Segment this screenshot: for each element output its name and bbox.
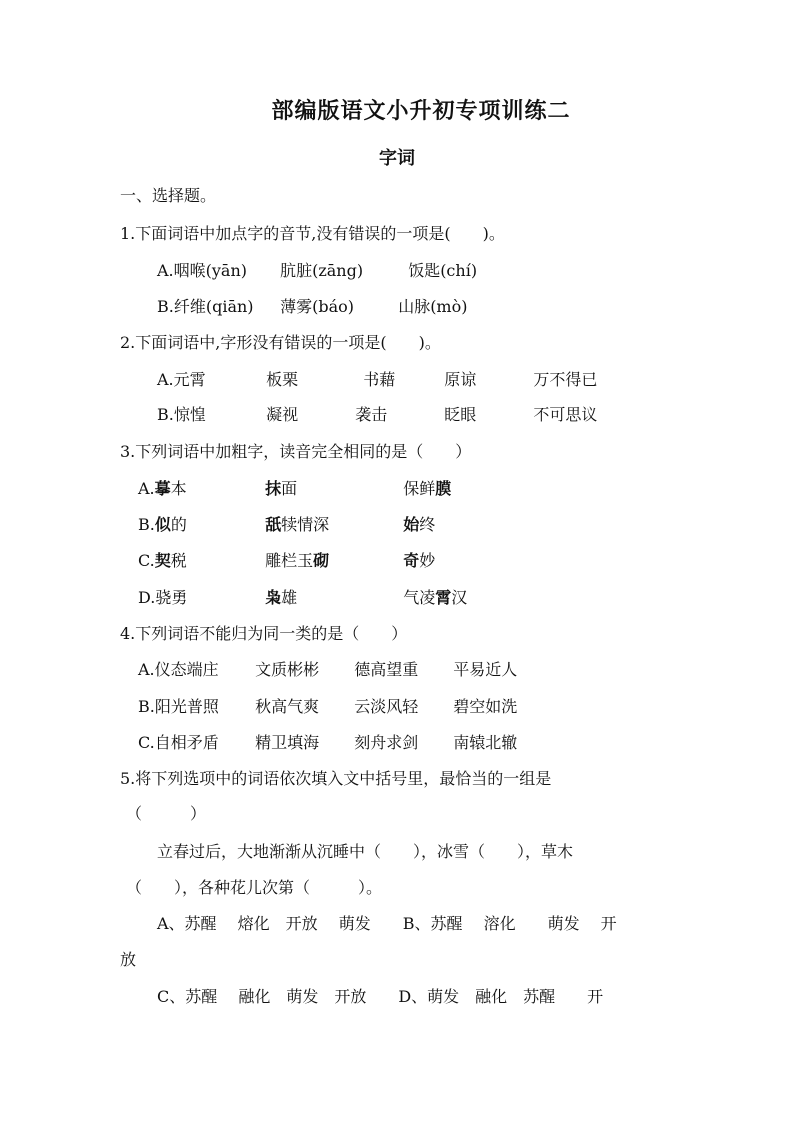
option-text: 气凌 — [403, 588, 436, 607]
option-text: 雕栏玉 — [265, 551, 314, 570]
option-text: 本 — [170, 479, 187, 498]
option-text: 平易近人 — [453, 660, 518, 679]
option-text: 税 — [170, 551, 187, 570]
question-5-answer-blank: （ ） — [126, 804, 207, 823]
option-text: 汉 — [451, 588, 468, 607]
option-text: 山脉(mò) — [398, 297, 468, 316]
option-text: 眨眼 — [444, 405, 477, 424]
bold-char: 膜 — [435, 479, 452, 498]
question-1-option-b — [157, 297, 467, 317]
question-2-stem: 2.下面词语中,字形没有错误的一项是( )。 — [120, 333, 441, 352]
option-text: 凝视 — [266, 405, 299, 424]
page-subtitle: 字词 — [379, 148, 415, 169]
page-title: 部编版语文小升初专项训练二 — [271, 98, 571, 124]
option-text: 万不得已 — [533, 370, 598, 389]
option-text: 犊情深 — [281, 515, 330, 534]
bold-char: 舐 — [265, 515, 282, 534]
option-letter: D. — [138, 588, 156, 607]
option-text: 袭击 — [355, 405, 388, 424]
question-5-options-cd: C、苏醒 融化 萌发 开放 D、萌发 融化 苏醒 开 — [157, 987, 604, 1006]
question-4-option-c — [138, 733, 517, 753]
option-text: 板栗 — [266, 370, 299, 389]
bold-char: 始 — [403, 515, 420, 534]
question-1-stem: 1.下面词语中加点字的音节,没有错误的一项是( )。 — [120, 224, 505, 243]
option-text: C.自相矛盾 — [138, 733, 219, 752]
option-text: 不可思议 — [533, 405, 598, 424]
option-text: 秋高气爽 — [255, 697, 320, 716]
option-text: 雄 — [281, 588, 298, 607]
option-text: 精卫填海 — [255, 733, 320, 752]
question-5-passage-line-2: （ ），各种花儿次第（ ）。 — [126, 878, 383, 897]
option-text: 妙 — [419, 551, 436, 570]
option-text: A.元霄 — [157, 370, 206, 389]
option-letter: C. — [138, 551, 155, 570]
option-text: 云淡风轻 — [354, 697, 419, 716]
bold-char: 抹 — [265, 479, 282, 498]
bold-char: 枭 — [265, 588, 282, 607]
question-2-option-a — [157, 370, 597, 390]
option-text: 南辕北辙 — [453, 733, 518, 752]
option-text: 薄雾(báo) — [280, 297, 354, 316]
section-heading: 一、选择题。 — [120, 186, 217, 205]
question-3-option-d — [138, 588, 467, 608]
option-text: 刻舟求剑 — [354, 733, 419, 752]
option-text: 骁勇 — [155, 588, 188, 607]
option-text: 终 — [419, 515, 436, 534]
question-2-option-b — [157, 405, 597, 425]
bold-char: 契 — [154, 551, 171, 570]
option-text: 碧空如洗 — [453, 697, 518, 716]
question-4-option-a — [138, 660, 517, 680]
question-5-stem: 5.将下列选项中的词语依次填入文中括号里，最恰当的一组是 — [120, 769, 552, 788]
option-text: 原谅 — [444, 370, 477, 389]
option-text: A.仪态端庄 — [138, 660, 219, 679]
question-4-stem: 4.下列词语不能归为同一类的是（ ） — [120, 624, 408, 643]
option-letter: A. — [138, 479, 155, 498]
question-3-option-a — [138, 479, 451, 499]
bold-char: 奇 — [403, 551, 420, 570]
question-1-option-a — [157, 261, 477, 281]
option-letter: B. — [138, 515, 155, 534]
option-text: 肮脏(zāng) — [280, 261, 364, 280]
bold-char: 摹 — [154, 479, 171, 498]
question-3-stem: 3.下列词语中加粗字，读音完全相同的是（ ） — [120, 442, 472, 461]
option-text: A.咽喉(yān) — [157, 261, 248, 280]
option-text: 德高望重 — [354, 660, 419, 679]
question-5-options-ab: A、苏醒 熔化 开放 萌发 B、苏醒 溶化 萌发 开 — [157, 914, 617, 933]
question-4-option-b — [138, 697, 517, 717]
question-5-options-ab-wrap: 放 — [120, 950, 137, 969]
question-5-passage-line-1: 立春过后，大地渐渐从沉睡中（ ），冰雪（ ），草木 — [157, 842, 574, 861]
bold-char: 砌 — [313, 551, 330, 570]
option-text: B.惊惶 — [157, 405, 206, 424]
option-text: 书藉 — [363, 370, 396, 389]
question-3-option-b — [138, 515, 435, 535]
option-text: 保鲜 — [403, 479, 436, 498]
option-text: B.阳光普照 — [138, 697, 219, 716]
option-text: 面 — [281, 479, 298, 498]
option-text: 饭匙(chí) — [408, 261, 478, 280]
bold-char: 似 — [154, 515, 171, 534]
option-text: 文质彬彬 — [255, 660, 320, 679]
option-text: 的 — [170, 515, 187, 534]
option-text: B.纤维(qiān) — [157, 297, 254, 316]
bold-char: 霄 — [435, 588, 452, 607]
question-3-option-c — [138, 551, 435, 571]
